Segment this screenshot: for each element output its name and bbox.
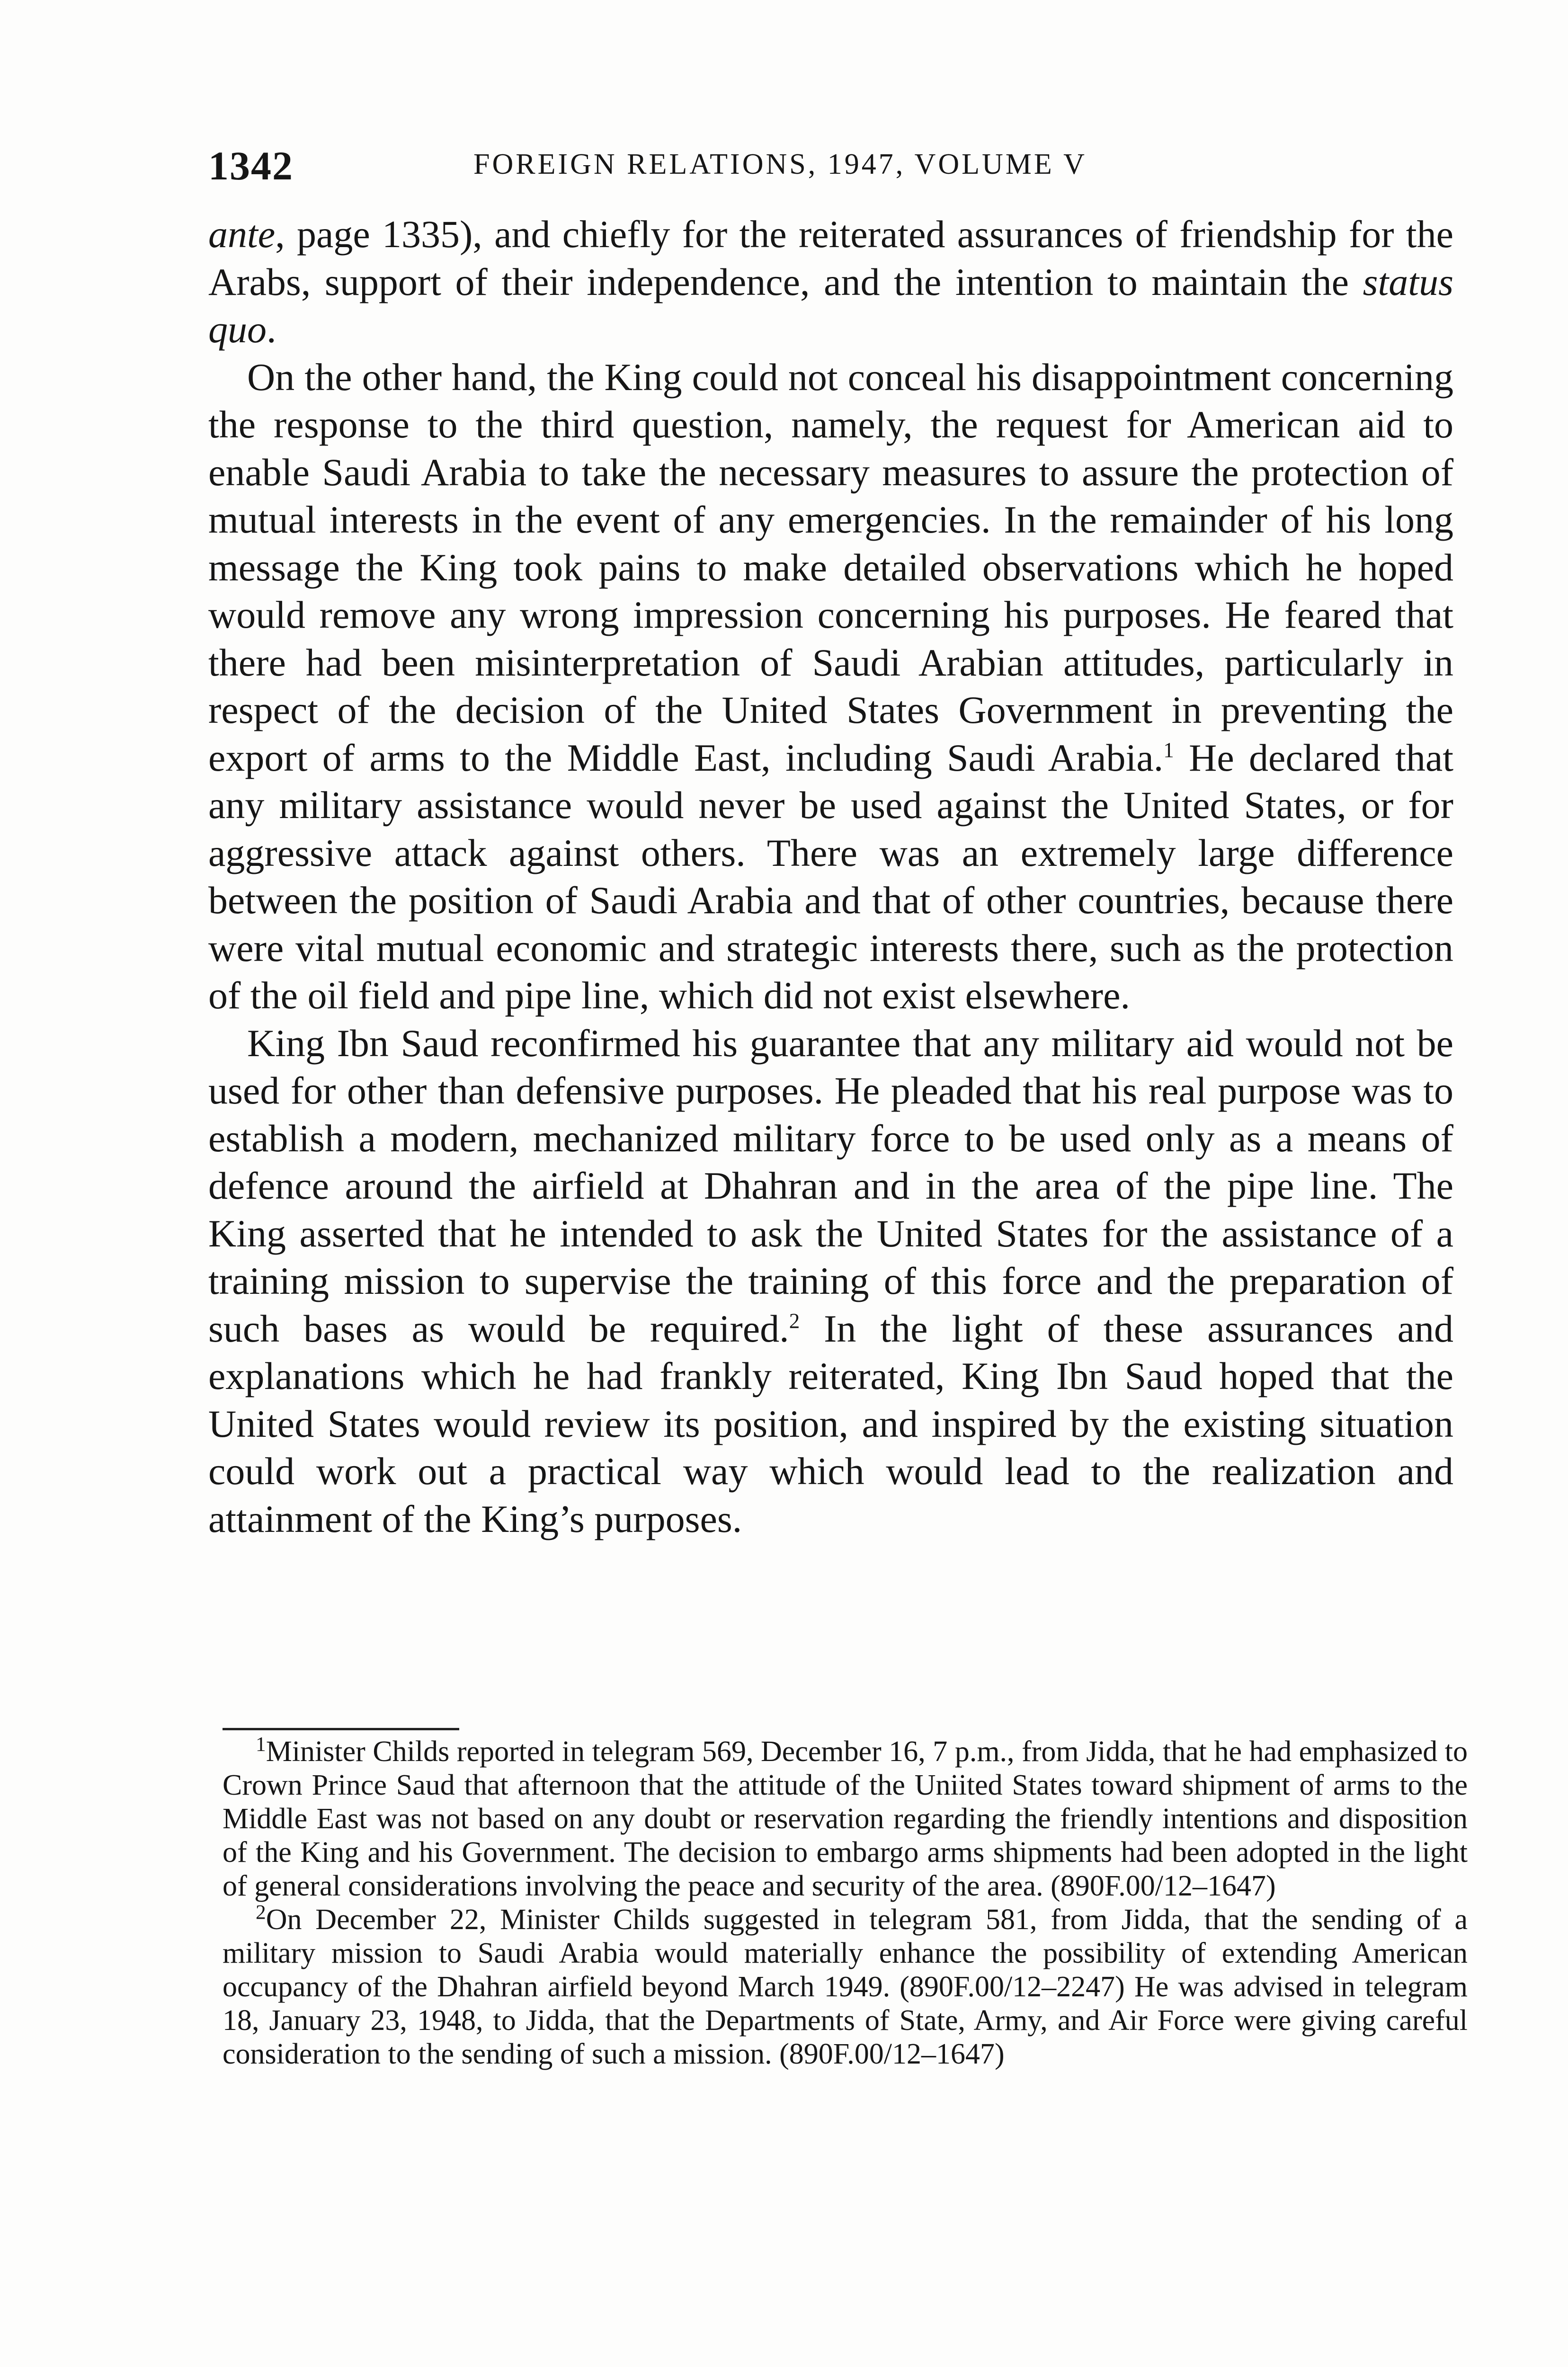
footnote-2-marker: 2: [256, 1901, 266, 1924]
paragraph-2: [208, 354, 1453, 1020]
paragraph-2-text-b: He declared that any military assistance would never be used against the United States, or for aggressive attack against others. There was an extremely large difference between the position of Saudi Arabia and that of other countries, because there were vital mutual economic and strategic interests there, such as the protection of the oil field and pipe line, which did not exist elsewhere.: [208, 736, 1454, 1017]
paragraph-3-text-a: King Ibn Saud reconfirmed his guarantee that any military aid would not be used for other than defensive purposes. He pleaded that his real purpose was to establish a modern, mechanized military force to be used only as a means of defence around the airfield at Dhahran and in the area of the pipe line. The King asserted that he intended to ask the United States for the assistance of a training mission to supervise the training of this force and the preparation of such bases as would be required.: [208, 1021, 1453, 1350]
paragraph-2-text-a: On the other hand, the King could not conceal his disappointment concerning the response to the third question, namely, the request for American aid to enable Saudi Arabia to take the necessary measures to assure the protection of mutual interests in the event of any emergencies. In the remainder of his long message the King took pains to make detailed observations which he hoped would remove any wrong impression concerning his purposes. He feared that there had been misinterpretation of Saudi Arabian attitudes, particularly in respect of the decision of the United States Government in preventing the export of arms to the Middle East, including Saudi Arabia.: [208, 355, 1453, 779]
footnote-1-marker: 1: [256, 1733, 266, 1756]
footnote-1: [223, 1735, 1468, 1903]
paragraph-1-italic-ante: ante: [208, 213, 276, 256]
paragraph-1-italic-status-quo: status quo: [208, 260, 1453, 351]
paragraph-3: [208, 1020, 1453, 1543]
footnote-1-text: Minister Childs reported in telegram 569, December 16, 7 p.m., from Jidda, that he had emphasized to Crown Prince Saud that afternoon that the attitude of the Uniited States toward shipment of arms to the Middle East was not based on any doubt or reservation regarding the friendly intentions and disposition of the King and his Government. The decision to embargo arms shipments had been adopted in the light of general considerations involving the peace and security of the area. (890F.00/12–1647): [223, 1735, 1468, 1902]
footnote-reference-2: 2: [789, 1309, 800, 1333]
page-number: 1342: [208, 143, 294, 188]
page-header: [208, 142, 1449, 199]
main-text: [208, 211, 1453, 1543]
paragraph-1: [208, 211, 1453, 354]
footnote-reference-1: 1: [1163, 738, 1174, 762]
paragraph-1-text-b: .: [267, 308, 276, 351]
paragraph-3-text-b: In the light of these assurances and explanations which he had frankly reiterated, King Ibn Saud hoped that the United States would review its position, and inspired by the existing situation could work out a practical way which would lead to the realization and attainment of the King’s purposes.: [208, 1307, 1453, 1540]
footnote-2-text: On December 22, Minister Childs suggested in telegram 581, from Jidda, that the sending of a military mission to Saudi Arabia would materially enhance the possibility of extending American occupancy of the Dhahran airfield beyond March 1949. (890F.00/12–2247) He was advised in telegram 18, January 23, 1948, to Jidda, that the Departments of State, Army, and Air Force were giving careful consideration to the sending of such a mission. (890F.00/12–1647): [223, 1904, 1468, 2070]
paragraph-1-text-a: , page 1335), and chiefly for the reiterated assurances of friendship for the Arabs, support of their independence, and the intention to maintain the: [208, 213, 1453, 303]
footnote-divider: [223, 1728, 459, 1730]
footnotes: [223, 1735, 1468, 2071]
running-title: FOREIGN RELATIONS, 1947, VOLUME V: [473, 148, 1087, 180]
footnote-2: [223, 1903, 1468, 2071]
